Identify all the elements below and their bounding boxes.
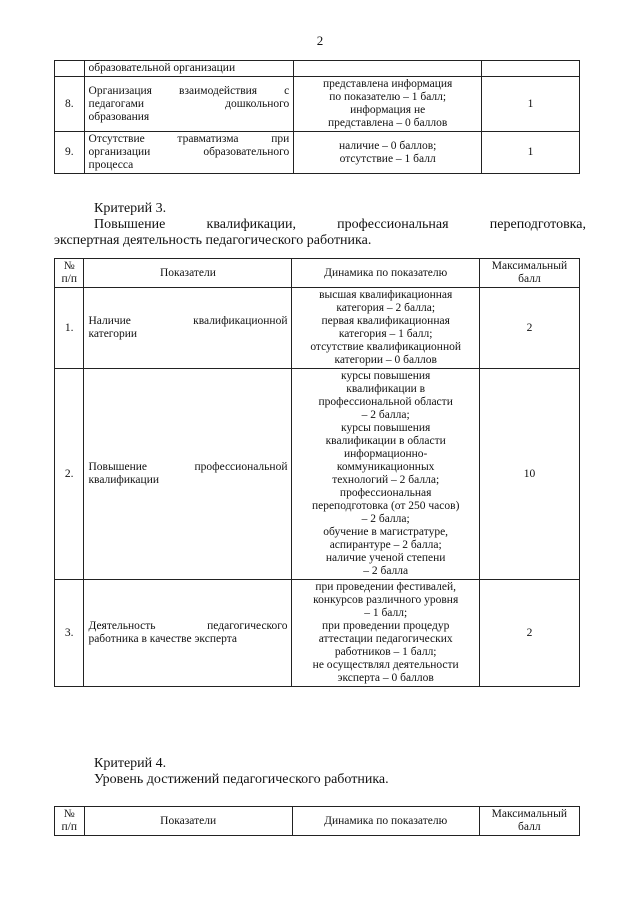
- dynamics-line: квалификации в области: [325, 435, 446, 447]
- dynamics-line: эксперта – 0 баллов: [337, 672, 434, 684]
- row-dynamics: [292, 580, 479, 687]
- row-max-score: 10: [479, 369, 579, 580]
- row-number: 3.: [55, 580, 84, 687]
- row-dynamics: [294, 132, 482, 174]
- indicator-line: процесса: [88, 159, 134, 171]
- criterion3-table: [54, 258, 580, 687]
- header-max: Максимальный балл: [479, 807, 579, 836]
- dynamics-line: не осуществлял деятельности: [312, 659, 459, 671]
- row-number: [55, 61, 85, 77]
- page-number: 2: [316, 33, 324, 48]
- dynamics-line: высшая квалификационная: [319, 289, 453, 301]
- dynamics-line: профессиональной области: [318, 396, 453, 408]
- dynamics-line: категория – 1 балл;: [338, 328, 433, 340]
- dynamics-line: профессиональная: [339, 487, 432, 499]
- dynamics-line: отсутствие – 1 балл: [339, 152, 436, 165]
- indicator-line: категории: [88, 328, 138, 340]
- criterion4-table: [54, 806, 580, 836]
- row-indicator: [84, 77, 294, 132]
- dynamics-line: наличие – 0 баллов;: [339, 139, 437, 152]
- dynamics-line: коммуникационных: [336, 461, 435, 473]
- table-header-row: [55, 259, 580, 288]
- criterion2-table-continued: [54, 60, 580, 174]
- criterion4-heading: [94, 756, 574, 788]
- table-header-row: [55, 807, 580, 836]
- row-dynamics: [292, 369, 479, 580]
- indicator-line: организации образовательного: [88, 146, 290, 158]
- dynamics-line: при проведении фестивалей,: [315, 581, 457, 593]
- dynamics-line: технологий – 2 балла;: [332, 474, 440, 486]
- indicator-line: Деятельность педагогического: [88, 620, 288, 632]
- table-row: [55, 77, 580, 132]
- header-dynamics: Динамика по показателю: [292, 807, 479, 836]
- dynamics-line: наличие ученой степени: [325, 552, 446, 564]
- dynamics-line: курсы повышения: [341, 370, 431, 382]
- criterion3-heading: [54, 201, 586, 249]
- row-number: 1.: [55, 288, 84, 369]
- row-indicator: [84, 61, 294, 77]
- table-row: [55, 61, 580, 77]
- indicator-line: квалификации: [88, 474, 160, 486]
- row-indicator: [84, 580, 292, 687]
- dynamics-line: переподготовка (от 250 часов): [311, 500, 460, 512]
- dynamics-line: курсы повышения: [341, 422, 431, 434]
- header-dynamics: Динамика по показателю: [292, 259, 479, 288]
- table-row: [55, 288, 580, 369]
- dynamics-line: – 2 балла: [363, 565, 409, 577]
- dynamics-line: аттестации педагогических: [318, 633, 453, 645]
- dynamics-line: представлена – 0 баллов: [328, 117, 448, 129]
- indicator-line: Отсутствие травматизма при: [88, 133, 290, 145]
- dynamics-line: информационно-: [344, 448, 428, 460]
- header-num: № п/п: [55, 259, 84, 288]
- row-max-score: 1: [482, 132, 580, 174]
- header-indicator: Показатели: [84, 259, 292, 288]
- criterion4-line1: Уровень достижений педагогического работника.: [94, 772, 389, 787]
- criterion3-title: Критерий 3.: [94, 201, 167, 216]
- criterion3-line2: экспертная деятельность педагогического работника.: [54, 233, 372, 248]
- dynamics-line: представлена информация: [323, 78, 453, 90]
- row-dynamics: [292, 288, 479, 369]
- dynamics-line: отсутствие квалификационной: [310, 341, 462, 353]
- header-indicator: Показатели: [84, 807, 292, 836]
- row-number: 9.: [55, 132, 85, 174]
- dynamics-line: категории – 0 баллов: [334, 354, 437, 366]
- row-number: 8.: [55, 77, 85, 132]
- dynamics-line: категория – 2 балла;: [336, 302, 436, 314]
- dynamics-line: аспирантуре – 2 балла;: [329, 539, 442, 551]
- dynamics-line: работников – 1 балл;: [334, 646, 437, 658]
- row-number: 2.: [55, 369, 84, 580]
- dynamics-line: при проведении процедур: [322, 620, 450, 632]
- dynamics-line: – 2 балла;: [361, 513, 410, 525]
- row-max-score: 2: [479, 580, 579, 687]
- table-row: [55, 132, 580, 174]
- row-max-score: [482, 61, 580, 77]
- header-max: Максимальный балл: [479, 259, 579, 288]
- criterion4-title: Критерий 4.: [94, 756, 167, 771]
- row-indicator: [84, 369, 292, 580]
- dynamics-line: информация не: [350, 104, 426, 116]
- indicator-line: Повышение профессиональной: [88, 461, 288, 473]
- row-dynamics: [294, 77, 482, 132]
- dynamics-line: – 2 балла;: [361, 409, 410, 421]
- criterion3-line1: Повышение квалификации, профессиональная переподготовка,: [94, 217, 586, 232]
- row-dynamics: [294, 61, 482, 77]
- indicator-line: педагогами дошкольного: [88, 97, 290, 110]
- dynamics-line: первая квалификационная: [321, 315, 450, 327]
- table-row: [55, 580, 580, 687]
- row-max-score: 2: [479, 288, 579, 369]
- row-indicator: [84, 288, 292, 369]
- header-num: № п/п: [55, 807, 85, 836]
- dynamics-line: обучение в магистратуре,: [323, 526, 449, 538]
- row-max-score: 1: [482, 77, 580, 132]
- indicator-line: Организация взаимодействия с: [88, 84, 290, 97]
- indicator-line: работника в качестве эксперта: [88, 633, 237, 645]
- dynamics-line: конкурсов различного уровня: [313, 594, 459, 606]
- table-row: [55, 369, 580, 580]
- indicator-line: образовательной организации: [88, 62, 236, 74]
- dynamics-line: квалификации в: [346, 383, 426, 395]
- indicator-line: образования: [88, 110, 150, 123]
- indicator-line: Наличие квалификационной: [88, 315, 288, 327]
- dynamics-line: по показателю – 1 балл;: [329, 91, 447, 103]
- row-indicator: [84, 132, 294, 174]
- dynamics-line: – 1 балл;: [364, 607, 408, 619]
